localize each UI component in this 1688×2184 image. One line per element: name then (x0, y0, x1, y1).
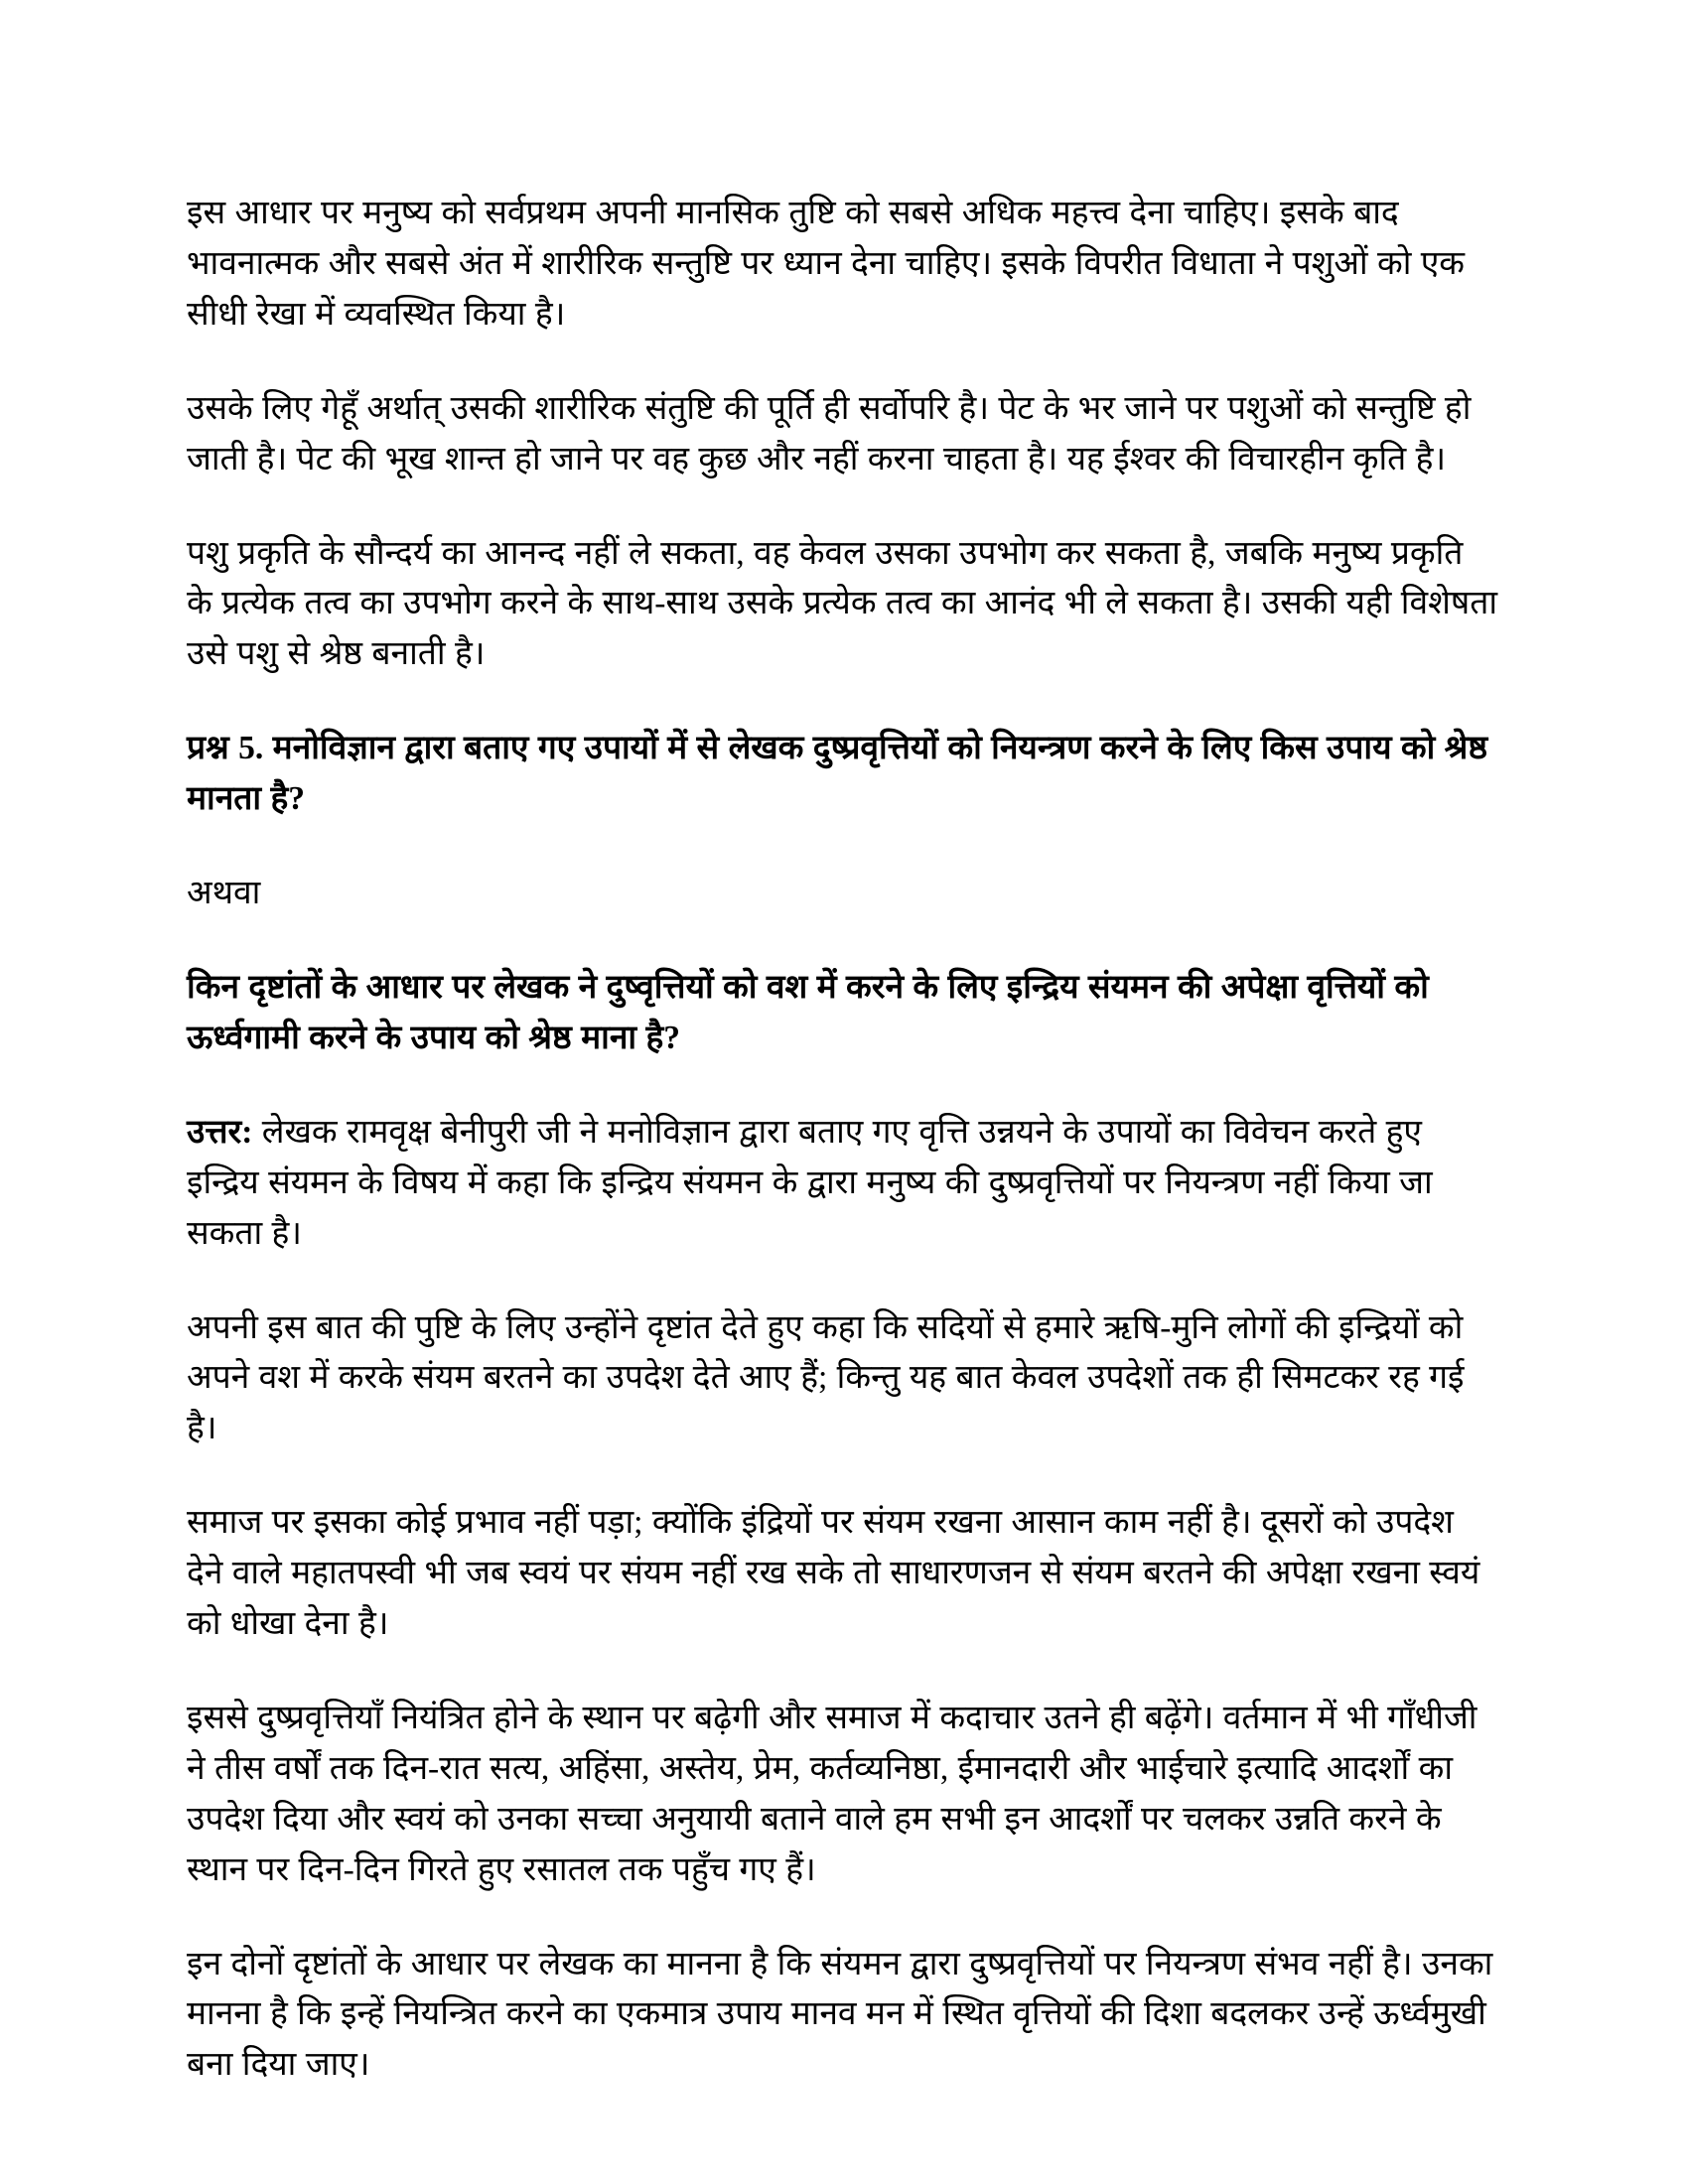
answer-label: उत्तर: (187, 1113, 253, 1151)
paragraph-3: पशु प्रकृति के सौन्दर्य का आनन्द नहीं ले सकता, वह केवल उसका उपभोग कर सकता है, जबकि मनुष्य प्रकृति के प्रत्येक तत्व का उपभोग करने के साथ-साथ उसके प्रत्येक तत्व का आनंद भी ले सकता है। उसकी यही विशेषता उसे पशु से श्रेष्ठ बनाती है। (187, 534, 1498, 673)
paragraph-2: उसके लिए गेहूँ अर्थात् उसकी शारीरिक संतुष्टि की पूर्ति ही सर्वोपरि है। पेट के भर जाने पर पशुओं को सन्तुष्टि हो जाती है। पेट की भूख शान्त हो जाने पर वह कुछ और नहीं करना चाहता है। यह ईश्वर की विचारहीन कृति है। (187, 389, 1472, 478)
question-heading-5-alternative: किन दृष्टांतों के आधार पर लेखक ने दुष्वृत्तियों को वश में करने के लिए इन्द्रिय संयमन की अपेक्षा वृत्तियों को ऊर्ध्वगामी करने के उपाय को श्रेष्ठ माना है? (187, 968, 1429, 1056)
answer-text: लेखक रामवृक्ष बेनीपुरी जी ने मनोविज्ञान द्वारा बताए गए वृत्ति उन्नयने के उपायों का विवेचन करते हुए इन्द्रिय संयमन के विषय में कहा कि इन्द्रिय संयमन के द्वारा मनुष्य की दुष्प्रवृत्तियों पर नियन्त्रण नहीं किया जा सकता है। (187, 1113, 1433, 1252)
answer-paragraph-5: इन दोनों दृष्टांतों के आधार पर लेखक का मानना है कि संयमन द्वारा दुष्प्रवृत्तियों पर नियन्त्रण संभव नहीं है। उनका मानना है कि इन्हें नियन्त्रित करने का एकमात्र उपाय मानव मन में स्थित वृत्तियों की दिशा बदलकर उन्हें ऊर्ध्वमुखी बना दिया जाए। (187, 1945, 1493, 2084)
paragraph-1: इस आधार पर मनुष्य को सर्वप्रथम अपनी मानसिक तुष्टि को सबसे अधिक महत्त्व देना चाहिए। इसके बाद भावनात्मक और सबसे अंत में शारीरिक सन्तुष्टि पर ध्यान देना चाहिए। इसके विपरीत विधाता ने पशुओं को एक सीधी रेखा में व्यवस्थित किया है। (187, 195, 1466, 333)
answer-paragraph-4: इससे दुष्प्रवृत्तियाँ नियंत्रित होने के स्थान पर बढ़ेगी और समाज में कदाचार उतने ही बढ़ेंगे। वर्तमान में भी गाँधीजी ने तीस वर्षों तक दिन-रात सत्य, अहिंसा, अस्तेय, प्रेम, कर्तव्यनिष्ठा, ईमानदारी और भाईचारे इत्यादि आदर्शों का उपदेश दिया और स्वयं को उनका सच्चा अनुयायी बताने वाले हम सभी इन आदर्शों पर चलकर उन्नति करने के स्थान पर दिन-दिन गिरते हुए रसातल तक पहुँच गए हैं। (187, 1699, 1477, 1888)
document-content (187, 189, 1497, 2134)
question-heading-5: प्रश्न 5. मनोविज्ञान द्वारा बताए गए उपायों में से लेखक दुष्प्रवृत्तियों को नियन्त्रण करने के लिए किस उपाय को श्रेष्ठ मानता है? (187, 730, 1488, 818)
answer-paragraph-3: समाज पर इसका कोई प्रभाव नहीं पड़ा; क्योंकि इंद्रियों पर संयम रखना आसान काम नहीं है। दूसरों को उपदेश देने वाले महातपस्वी भी जब स्वयं पर संयम नहीं रख सके तो साधारणजन से संयम बरतने की अपेक्षा रखना स्वयं को धोखा देना है। (187, 1504, 1480, 1643)
answer-paragraph-2: अपनी इस बात की पुष्टि के लिए उन्होंने दृष्टांत देते हुए कहा कि सदियों से हमारे ऋषि-मुनि लोगों की इन्द्रियों को अपने वश में करके संयम बरतने का उपदेश देते आए हैं; किन्तु यह बात केवल उपदेशों तक ही सिमटकर रह गई है। (187, 1308, 1465, 1447)
alternative-separator: अथवा (187, 875, 261, 912)
answer-paragraph-1 (187, 1108, 1497, 1260)
